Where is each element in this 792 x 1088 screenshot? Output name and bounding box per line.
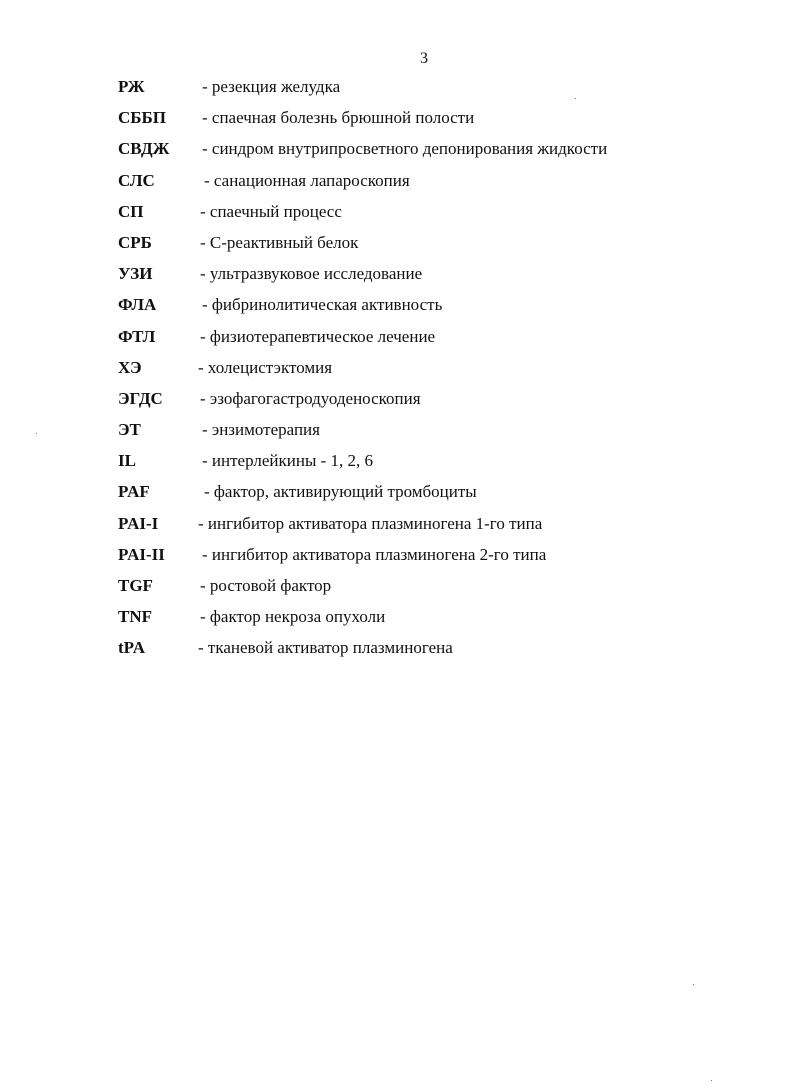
abbreviation-definition: - спаечная болезнь брюшной полости	[202, 108, 475, 128]
abbreviation-term: СРБ	[118, 232, 152, 252]
abbreviation-definition: - фактор некроза опухоли	[200, 607, 386, 627]
abbreviation-row	[118, 575, 758, 606]
abbreviation-row	[118, 76, 758, 107]
abbreviation-term: РЖ	[118, 77, 145, 96]
abbreviation-row	[118, 201, 758, 232]
abbreviation-definition: - ингибитор активатора плазминогена 1-го типа	[198, 513, 543, 533]
abbreviation-term: СББП	[118, 108, 166, 128]
abbreviation-definition: - эзофагогастродуоденоскопия	[200, 388, 421, 408]
abbreviation-definition: - тканевой активатор плазминогена	[198, 638, 453, 658]
abbreviation-definition: - санационная лапароскопия	[204, 170, 410, 190]
abbreviation-term: PAI-II	[118, 544, 165, 564]
abbreviation-row	[118, 232, 758, 263]
abbreviation-term: ЭГДС	[118, 388, 163, 408]
abbreviation-term: ЭТ	[118, 420, 141, 440]
abbreviation-row	[118, 357, 758, 388]
abbreviation-row	[118, 263, 758, 294]
abbreviation-term: PAI-I	[118, 513, 159, 533]
abbreviation-term: ХЭ	[118, 357, 142, 377]
abbreviation-row	[118, 294, 758, 325]
abbreviation-term: TGF	[118, 576, 153, 595]
abbreviation-definition: - синдром внутрипросветного депонирования жидкости	[202, 139, 608, 159]
abbreviation-row	[118, 107, 758, 138]
abbreviation-row	[118, 170, 758, 201]
abbreviation-definition: - энзимотерапия	[202, 420, 320, 440]
abbreviation-term: PAF	[118, 482, 150, 502]
abbreviation-term: TNF	[118, 607, 152, 627]
abbreviation-term: УЗИ	[118, 264, 153, 284]
page-number: 3	[420, 50, 428, 67]
abbreviation-row	[118, 513, 758, 544]
scan-speck	[693, 984, 694, 985]
scan-speck	[36, 433, 37, 434]
abbreviation-term: IL	[118, 451, 136, 471]
abbreviation-definition: - физиотерапевтическое лечение	[200, 326, 436, 346]
abbreviation-row	[118, 419, 758, 450]
abbreviation-definition: - холецистэктомия	[198, 357, 333, 377]
scan-speck	[711, 1080, 712, 1081]
scan-speck	[575, 98, 576, 99]
abbreviation-list	[118, 76, 758, 669]
abbreviation-term: ФТЛ	[118, 326, 156, 346]
abbreviation-definition: - ростовой фактор	[200, 576, 332, 595]
abbreviation-definition: - фибринолитическая активность	[202, 295, 443, 315]
abbreviation-term: СП	[118, 201, 144, 221]
abbreviation-definition: - интерлейкины - 1, 2, 6	[202, 451, 374, 471]
abbreviation-definition: - фактор, активирующий тромбоциты	[204, 482, 477, 502]
abbreviation-definition: - С-реактивный белок	[200, 232, 359, 252]
abbreviation-term: ФЛА	[118, 295, 157, 315]
abbreviation-row	[118, 637, 758, 668]
abbreviation-term: СВДЖ	[118, 139, 170, 159]
abbreviation-term: tPA	[118, 638, 146, 658]
abbreviation-row	[118, 388, 758, 419]
abbreviation-term: СЛС	[118, 170, 155, 190]
abbreviation-definition: - ингибитор активатора плазминогена 2-го типа	[202, 544, 547, 564]
abbreviation-row	[118, 544, 758, 575]
abbreviation-definition: - ультразвуковое исследование	[200, 264, 423, 284]
abbreviation-row	[118, 138, 758, 169]
abbreviation-row	[118, 450, 758, 481]
abbreviation-row	[118, 606, 758, 637]
abbreviation-definition: - резекция желудка	[202, 77, 341, 96]
abbreviation-row	[118, 481, 758, 512]
abbreviation-row	[118, 326, 758, 357]
abbreviation-definition: - спаечный процесс	[200, 201, 342, 221]
